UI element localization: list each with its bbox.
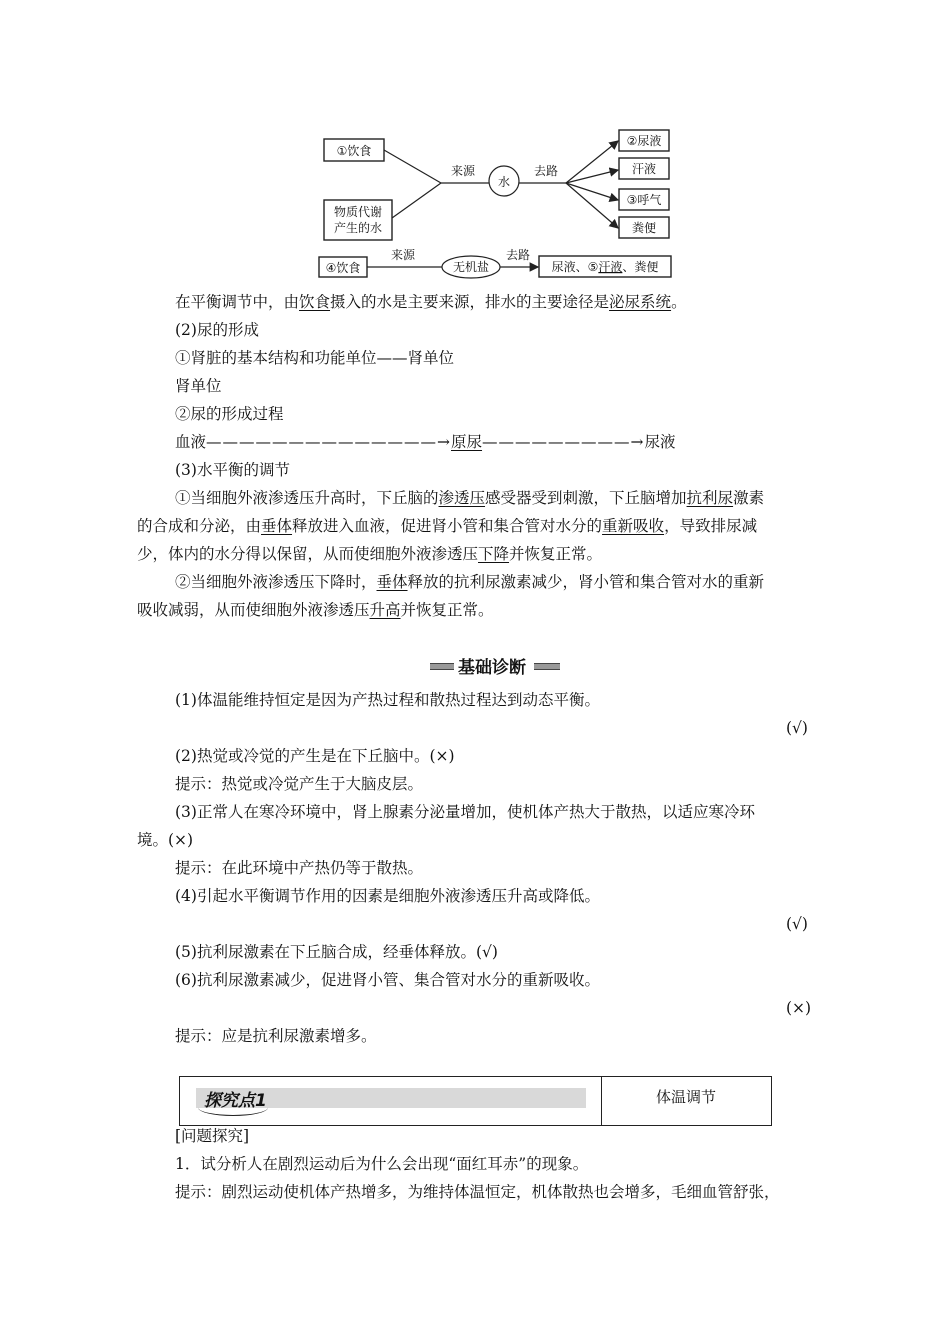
row2-source-label: 来源 [390, 248, 416, 262]
row2-out-label: 去路 [505, 248, 531, 262]
water-label: 水 [497, 175, 511, 189]
problem-explore-header: [问题探究] [175, 1127, 250, 1145]
regulation-p1-line1: ①当细胞外液渗透压升高时，下丘脑的渗透压感受器受到刺激，下丘脑增加抗利尿激素 [175, 489, 765, 507]
regulation-p1-line3: 少，体内的水分得以保留，从而使细胞外液渗透压下降并恢复正常。 [137, 545, 603, 563]
water-regulation-heading: (3)水平衡的调节 [175, 461, 290, 479]
urine-flow-line: 血液——————————————→原尿—————————→尿液 [175, 433, 676, 451]
explore-point-label: 探究点1 [204, 1091, 267, 1111]
diag-item-6: (6)抗利尿激素减少，促进肾小管、集合管对水分的重新吸收。 [175, 971, 600, 989]
source-label: 来源 [450, 164, 476, 178]
water-balance-diagram [316, 128, 696, 283]
source-diet: ①饮食 [336, 144, 372, 158]
regulation-p2-line2: 吸收减弱，从而使细胞外液渗透压升高并恢复正常。 [137, 601, 494, 619]
salt-label: 无机盐 [452, 260, 490, 274]
diag-item-2: (2)热觉或冷觉的产生是在下丘脑中。(×) [175, 747, 455, 765]
question-1-hint: 提示：剧烈运动使机体产热增多，为维持体温恒定，机体散热也会增多，毛细血管舒张， [175, 1183, 780, 1201]
heading-urine-formation: (2)尿的形成 [175, 321, 259, 339]
regulation-p1-line2: 的合成和分泌，由垂体释放进入血液，促进肾小管和集合管对水分的重新吸收，导致排尿减 [137, 517, 758, 535]
diag-hint-3: 提示：在此环境中产热仍等于散热。 [175, 859, 424, 877]
source-metabolism-1: 物质代谢 [333, 205, 383, 219]
explore-point-box [179, 1076, 772, 1126]
source-metabolism-2: 产生的水 [333, 221, 383, 235]
diag-hint-2: 提示：热觉或冷觉产生于大脑皮层。 [175, 775, 424, 793]
banner-title: 基础诊断 [458, 658, 526, 678]
diag-item-5: (5)抗利尿激素在下丘脑合成，经垂体释放。(√) [175, 943, 498, 961]
balance-paragraph: 在平衡调节中，由饮食摄入的水是主要来源，排水的主要途径是泌尿系统。 [175, 293, 687, 311]
output-sweat: 汗液 [631, 162, 657, 176]
explore-topic: 体温调节 [655, 1088, 716, 1106]
diag-item-4: (4)引起水平衡调节作用的因素是细胞外液渗透压升高或降低。 [175, 887, 600, 905]
output-feces: 粪便 [631, 221, 657, 235]
explore-point-cell [180, 1077, 602, 1125]
kidney-unit-line: ①肾脏的基本结构和功能单位——肾单位 [175, 349, 455, 367]
out-label: 去路 [533, 164, 559, 178]
question-1: 1．试分析人在剧烈运动后为什么会出现“面红耳赤”的现象。 [175, 1155, 589, 1173]
urine-process-heading: ②尿的形成过程 [175, 405, 284, 423]
output-urine: ②尿液 [626, 134, 662, 148]
output-breath: ③呼气 [626, 193, 662, 207]
diag-item-6-mark: (×) [786, 999, 812, 1017]
regulation-p2-line1: ②当细胞外液渗透压下降时，垂体释放的抗利尿激素减少，肾小管和集合管对水的重新 [175, 573, 765, 591]
row2-output: 尿液、⑤汗液、粪便 [551, 260, 659, 274]
diag-item-4-mark: (√) [786, 915, 808, 933]
diag-item-3-line1: (3)正常人在寒冷环境中，肾上腺素分泌量增加，使机体产热大于散热，以适应寒冷环 [175, 803, 755, 821]
diag-item-1-mark: (√) [786, 719, 808, 737]
diag-item-1: (1)体温能维持恒定是因为产热过程和散热过程达到动态平衡。 [175, 691, 600, 709]
row2-diet: ④饮食 [325, 261, 361, 275]
nephron-label: 肾单位 [175, 377, 222, 395]
diag-item-3-line2: 境。(×) [137, 831, 194, 849]
diag-hint-6: 提示：应是抗利尿激素增多。 [175, 1027, 377, 1045]
basic-diagnosis-banner [430, 652, 560, 678]
